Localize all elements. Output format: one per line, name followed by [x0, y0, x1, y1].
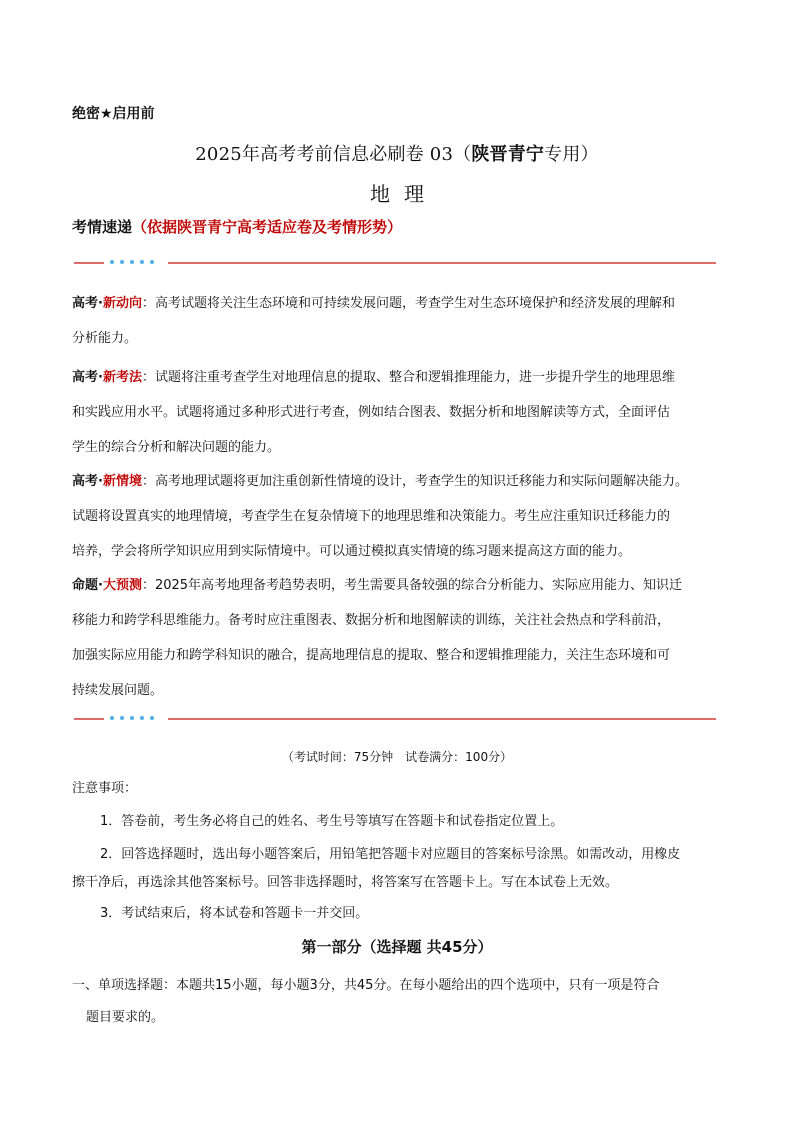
section-label: 高考·新考法	[72, 370, 142, 385]
notice-item-1: 1．答卷前，考生务必将自己的姓名、考生号等填写在答题卡和试卷指定位置上。	[100, 814, 564, 829]
divider-dot	[150, 260, 154, 264]
kq-label: 考情速递	[72, 218, 133, 236]
exam-title	[0, 140, 794, 166]
section-new-context	[72, 464, 732, 569]
divider-dot	[120, 260, 124, 264]
section-line: 高考·新动向：高考试题将关注生态环境和可持续发展问题，考查学生对生态环境保护和经济发展的理解和	[72, 296, 675, 311]
divider-dot	[110, 260, 114, 264]
divider-dot	[130, 260, 134, 264]
section-label: 命题·大预测	[72, 578, 142, 593]
divider-dot	[120, 716, 124, 720]
question-section-heading	[72, 970, 737, 1034]
divider-top	[74, 259, 716, 267]
divider-bottom	[74, 715, 716, 723]
section-label: 高考·新情境	[72, 474, 142, 489]
divider-dot	[140, 716, 144, 720]
divider-dot	[140, 260, 144, 264]
section-line: 分析能力。	[72, 331, 138, 346]
title-suffix: 专用）	[544, 144, 599, 165]
section-line: 学生的综合分析和解决问题的能力。	[72, 440, 281, 455]
subject-title: 地理	[370, 182, 438, 206]
divider-dot	[150, 716, 154, 720]
section-label: 高考·新动向	[72, 296, 142, 311]
section-new-method	[72, 360, 732, 465]
divider-line-left	[74, 262, 104, 264]
section-line: 和实践应用水平。试题将通过多种形式进行考查，例如结合图表、数据分析和地图解读等方式，全面评估	[72, 405, 671, 420]
section-new-trend	[72, 286, 732, 356]
section-line: 培养，学会将所学知识应用到实际情境中。可以通过模拟真实情境的练习题来提高这方面的能力。	[72, 544, 632, 559]
notice-item-2: 2．回答选择题时，选出每小题答案后，用铅笔把答题卡对应题目的答案标号涂黑。如需改动，用橡皮	[100, 847, 681, 862]
divider-dot	[130, 716, 134, 720]
section-line: 高考·新考法：试题将注重考查学生对地理信息的提取、整合和逻辑推理能力，进一步提升学生的地理思维	[72, 370, 675, 385]
secret-label: 绝密★启用前	[72, 106, 155, 122]
section-line: 加强实际应用能力和跨学科知识的融合，提高地理信息的提取、整合和逻辑推理能力，关注生态环境和可	[72, 648, 671, 663]
section-line: 命题·大预测：2025年高考地理备考趋势表明，考生需要具备较强的综合分析能力、实际应用能力、知识迁	[72, 578, 683, 593]
divider-line-right	[168, 262, 716, 264]
question-head-line: 一、单项选择题：本题共15小题，每小题3分，共45分。在每小题给出的四个选项中，只有一项是符合	[72, 978, 660, 993]
question-head-line: 题目要求的。	[86, 1010, 165, 1025]
title-prefix: 2025年高考考前信息必刷卷 03（	[195, 144, 472, 165]
section-line: 移能力和跨学科思维能力。备考时应注重图表、数据分析和地图解读的训练，关注社会热点和学科前沿，	[72, 613, 671, 628]
divider-line-left	[74, 718, 104, 720]
section-line: 试题将设置真实的地理情境，考查学生在复杂情境下的地理思维和决策能力。考生应注重知识迁移能力的	[72, 509, 671, 524]
section-line: 高考·新情境：高考地理试题将更加注重创新性情境的设计，考查学生的知识迁移能力和实际问题解决能力。	[72, 474, 688, 489]
section-prediction	[72, 568, 732, 708]
title-region: 陕晋青宁	[471, 144, 545, 165]
divider-dot	[110, 716, 114, 720]
kq-note: （依据陕晋青宁高考适应卷及考情形势）	[132, 218, 403, 236]
divider-dots	[110, 715, 160, 723]
divider-line-right	[168, 718, 716, 720]
divider-dots	[110, 259, 160, 267]
section-line: 持续发展问题。	[72, 683, 164, 698]
exam-situation-heading	[72, 216, 402, 237]
exam-time-info: （考试时间：75分钟 试卷满分：100分）	[281, 750, 513, 764]
notice-item-3: 3．考试结束后，将本试卷和答题卡一并交回。	[100, 906, 369, 921]
notice-title: 注意事项：	[72, 781, 138, 796]
notice-item-2-cont: 擦干净后，再选涂其他答案标号。回答非选择题时，将答案写在答题卡上。写在本试卷上无效。	[72, 875, 619, 890]
part-one-title: 第一部分（选择题 共45分）	[301, 938, 493, 956]
